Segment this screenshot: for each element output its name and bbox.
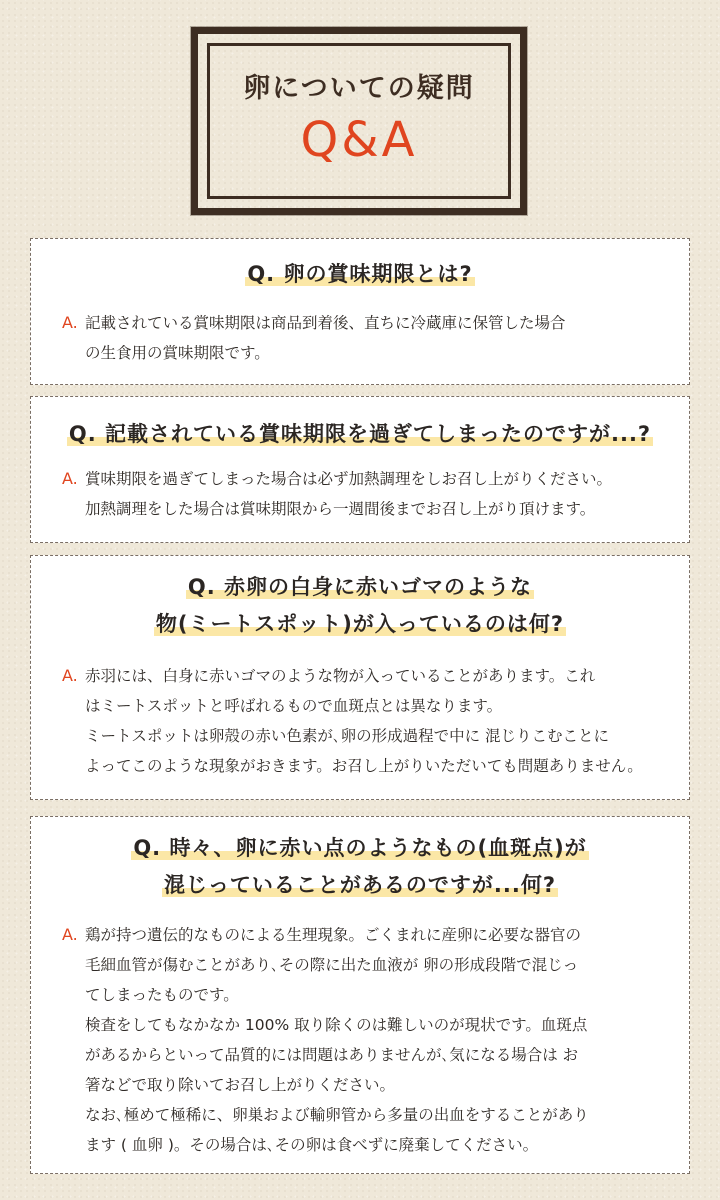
answer-4-line-6: 箸などで取り除いてお召し上がりください。 (85, 1076, 396, 1094)
answer-mark: A. (62, 313, 78, 332)
answer-2-line-1: 賞味期限を過ぎてしまった場合は必ず加熱調理をしお召し上がりください。 (85, 470, 613, 488)
answer-4-line-1: 鶏が持つ遺伝的なものによる生理現象。ごくまれに産卵に必要な器官の (85, 926, 582, 944)
question-4-row-2 (31, 867, 689, 904)
answer-2-line-2: 加熱調理をした場合は賞味期限から一週間後までお召し上がり頂けます。 (85, 500, 596, 518)
question-3-line-1: Q. 赤卵の白身に赤いゴマのような (187, 575, 533, 599)
header-frame (191, 27, 527, 215)
qa-card-2 (30, 396, 690, 543)
question-2 (31, 416, 689, 453)
question-1-line-1: Q. 卵の賞味期限とは? (247, 262, 473, 286)
qa-card-1 (30, 238, 690, 385)
question-2-line-1: Q. 記載されている賞味期限を過ぎてしまったのですが...? (68, 422, 652, 446)
answer-4-line-8: ます ( 血卵 )。その場合は､その卵は食べずに廃棄してください。 (85, 1136, 539, 1154)
answer-mark: A. (62, 469, 78, 488)
answer-3 (31, 661, 689, 781)
answer-2 (31, 464, 689, 524)
question-3-row-2 (31, 606, 689, 643)
answer-3-line-3: ミートスポットは卵殻の赤い色素が､卵の形成過程で中に 混じりこむことに (85, 727, 610, 745)
question-3-line-2: 物(ミートスポット)が入っているのは何? (155, 612, 565, 636)
qa-card-4 (30, 816, 690, 1174)
answer-1 (31, 308, 689, 368)
question-4-row-1 (31, 830, 689, 867)
page-title: 卵についての疑問 (243, 72, 475, 104)
answer-1-line-2: の生食用の賞味期限です。 (85, 344, 270, 362)
answer-3-line-2: はミートスポットと呼ばれるもので血斑点とは異なります。 (85, 697, 503, 715)
question-4 (31, 830, 689, 904)
header-inner-frame (207, 43, 511, 199)
answer-4-line-2: 毛細血管が傷むことがあり､その際に出た血液が 卵の形成段階で混じっ (85, 956, 579, 974)
answer-mark: A. (62, 666, 78, 685)
qa-card-3 (30, 555, 690, 800)
question-4-line-1: Q. 時々、卵に赤い点のようなもの(血斑点)が (133, 836, 587, 860)
question-4-line-2: 混じっていることがあるのですが...何? (163, 873, 557, 897)
answer-4-line-4: 検査をしてもなかなか 100% 取り除くのは難しいのが現状です。血斑点 (85, 1016, 588, 1034)
question-3-row-1 (31, 569, 689, 606)
answer-4-line-5: があるからといって品質的には問題はありませんが､気になる場合は お (85, 1046, 579, 1064)
page-subtitle-qa: Q&A (300, 111, 418, 168)
question-1 (31, 256, 689, 293)
answer-4 (31, 920, 689, 1160)
answer-4-line-3: てしまったものです。 (85, 986, 239, 1004)
answer-3-line-1: 赤羽には、白身に赤いゴマのような物が入っていることがあります。これ (85, 667, 596, 685)
answer-4-line-7: なお､極めて極稀に、卵巣および輸卵管から多量の出血をすることがあり (85, 1106, 589, 1124)
answer-mark: A. (62, 925, 78, 944)
answer-3-line-4: よってこのような現象がおきます。お召し上がりいただいても問題ありません。 (85, 757, 643, 775)
question-3 (31, 569, 689, 643)
answer-1-line-1: 記載されている賞味期限は商品到着後、直ちに冷蔵庫に保管した場合 (85, 314, 566, 332)
